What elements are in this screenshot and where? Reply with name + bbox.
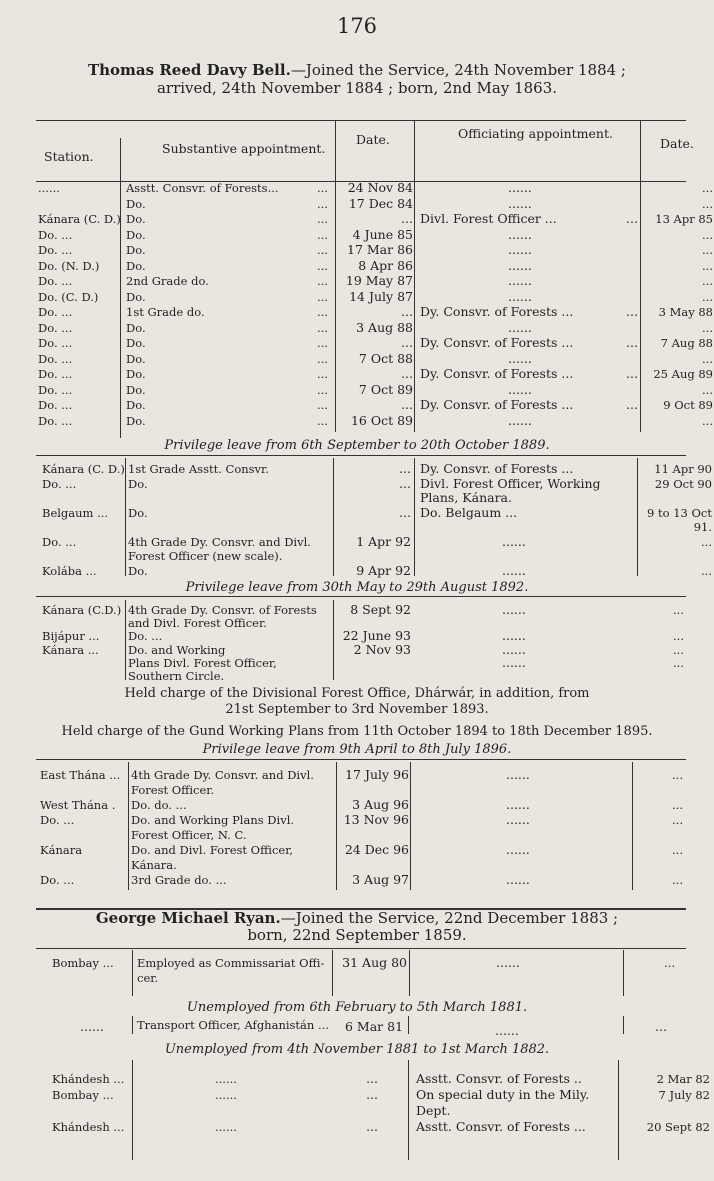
dots-cell: ... (317, 398, 328, 412)
column-rule-2 (335, 121, 336, 432)
dots-cell: ... (317, 320, 328, 335)
column-rule-24 (618, 1060, 619, 1160)
charge-note-1a: Held charge of the Divisional Forest Office, Dhárwár, in addition, from (124, 686, 590, 701)
date-cell: 14 July 87 (349, 288, 413, 304)
substantive-cell: Do. (128, 563, 148, 578)
dots-cell: ... (626, 211, 638, 226)
date-cell: ... (366, 1071, 378, 1086)
station-cell: Bijápur ... (42, 629, 100, 644)
officer1-arrival: arrived, 24th November 1884 ; born, 2nd May 1863. (156, 79, 558, 97)
date2-cell: ... (673, 603, 684, 617)
station-cell: Bombay ... (52, 956, 114, 970)
dots-cell: ... (317, 212, 328, 226)
officiating-cell: ...... (508, 381, 532, 397)
officiating-cell: ...... (506, 812, 530, 827)
table-top-rule (36, 120, 686, 121)
dots-cell: ... (317, 382, 328, 397)
officer2-name: George Michael Ryan. (95, 909, 281, 927)
officiating-cell: Dy. Consvr. of Forests ... (420, 461, 574, 476)
date2-cell: ... (701, 534, 712, 549)
date2-cell: 2 Mar 82 (656, 1072, 710, 1086)
date-cell: ... (401, 211, 413, 226)
substantive-cell: Forest Officer, N. C. (131, 828, 247, 842)
substantive-cell: Do. (126, 227, 146, 242)
date2-cell: 9 to 13 Oct (647, 505, 712, 520)
substantive-cell: Employed as Commissariat Offi- (137, 956, 325, 970)
substantive-cell: Do. (126, 351, 146, 366)
station-cell: Kánara (C.D.) (42, 603, 122, 617)
officiating-cell: ...... (508, 257, 532, 273)
station-cell: Belgaum ... (42, 505, 109, 520)
date2-cell: ... (702, 227, 713, 242)
section-rule-3 (36, 759, 686, 760)
transport-appointment: Transport Officer, Afghanistán ... (137, 1018, 329, 1032)
dots-cell: ... (626, 366, 638, 381)
transport-date-2: ... (655, 1019, 667, 1034)
date-cell: ... (399, 504, 411, 520)
substantive-cell: cer. (137, 971, 159, 985)
substantive-cell: Plans Divl. Forest Officer, (128, 655, 277, 670)
date2-cell: ... (702, 274, 713, 288)
substantive-cell: Forest Officer (new scale). (128, 549, 283, 563)
date-cell: 8 Sept 92 (350, 602, 411, 617)
substantive-cell: Do. and Working (128, 642, 226, 657)
officiating-cell: ...... (508, 273, 532, 288)
dots-cell: ... (626, 335, 638, 350)
date2-cell: 7 Aug 88 (660, 336, 713, 350)
leave-note-1: Privilege leave from 6th September to 20th October 1889. (164, 438, 550, 453)
substantive-cell: ...... (215, 1088, 237, 1102)
substantive-cell: Do. (126, 196, 146, 211)
section-rule-1 (36, 455, 686, 456)
dots-cell: ... (317, 243, 328, 257)
date2-cell: ... (672, 843, 683, 857)
leave-note-4: Unemployed from 6th February to 5th March 1881. (186, 1000, 528, 1015)
substantive-cell: Do. (126, 320, 146, 335)
substantive-cell: Do. and Working Plans Divl. (131, 813, 295, 827)
section-rule-2 (36, 596, 686, 597)
date-cell: 22 June 93 (342, 628, 411, 644)
station-cell: Do. ... (38, 305, 73, 319)
column-rule-11 (128, 762, 129, 890)
officiating-cell: Dy. Consvr. of Forests ... (420, 304, 574, 319)
substantive-cell: Do. (126, 243, 146, 257)
officer2-service: —Joined the Service, 22nd December 1883 ; (280, 909, 619, 927)
column-rule-6 (333, 458, 334, 576)
officer1-service: —Joined the Service, 24th November 1884 ; (290, 61, 626, 79)
officiating-cell: ...... (508, 226, 532, 242)
substantive-cell: and Divl. Forest Officer. (128, 616, 267, 631)
substantive-cell: Do. (126, 413, 146, 428)
date-cell: 4 June 85 (352, 226, 413, 242)
column-rule-20 (408, 1016, 409, 1034)
date2-cell: ... (702, 382, 713, 397)
officiating-cell: Plans, Kánara. (420, 490, 512, 505)
station-cell: Do. ... (38, 243, 73, 257)
substantive-cell: Asstt. Consvr. of Forests... (126, 181, 279, 195)
date2-cell: ... (702, 181, 713, 195)
header-date: Date. (356, 132, 390, 147)
date-cell: 3 Aug 96 (352, 797, 409, 812)
station-cell: Do. (N. D.) (38, 258, 100, 273)
column-rule-1 (120, 138, 121, 438)
date2-cell: 29 Oct 90 (654, 476, 712, 491)
officiating-cell: ...... (506, 767, 530, 782)
date-cell: 3 Aug 97 (352, 872, 409, 887)
dots-cell: ... (626, 397, 638, 412)
column-rule-17 (409, 950, 410, 996)
date-cell: 24 Dec 96 (344, 842, 409, 857)
date-cell: 1 Apr 92 (356, 533, 411, 549)
date-cell: ... (401, 397, 413, 412)
date2-cell: 7 July 82 (658, 1088, 710, 1102)
officiating-cell: On special duty in the Mily. (416, 1087, 590, 1102)
station-cell: Kánara (C. D.) (42, 462, 125, 476)
date2-cell: ... (702, 320, 713, 335)
leave-note-2: Privilege leave from 30th May to 29th August 1892. (185, 580, 529, 595)
station-cell: Khándesh ... (52, 1072, 125, 1086)
officiating-cell: ...... (506, 842, 530, 857)
substantive-cell: Do. (126, 212, 146, 226)
station-cell: Kolába ... (42, 563, 97, 578)
date-cell: ... (401, 304, 413, 319)
officiating-cell: ...... (502, 602, 526, 617)
date-cell: 3 Aug 88 (356, 319, 413, 335)
date2-cell: ... (702, 243, 713, 257)
substantive-cell: Forest Officer. (131, 783, 215, 797)
date-cell: 17 Mar 86 (347, 242, 413, 257)
station-cell: Do. ... (38, 274, 73, 288)
date2-cell: ... (702, 351, 713, 366)
officiating-cell: ...... (496, 955, 520, 970)
column-rule-16 (332, 950, 333, 996)
transport-date: 6 Mar 81 (345, 1019, 404, 1034)
date2-cell: ... (702, 196, 713, 211)
date2-cell: 91. (693, 520, 712, 534)
column-rule-15 (132, 950, 133, 996)
date-cell: 9 Apr 92 (356, 562, 411, 578)
substantive-cell: ...... (215, 1072, 237, 1086)
leave-note-3: Privilege leave from 9th April to 8th July 1896. (202, 742, 512, 757)
station-cell: Do. ... (42, 534, 77, 549)
column-rule-8 (637, 458, 638, 576)
header-officiating: Officiating appointment. (458, 126, 613, 141)
dots-cell: ... (317, 351, 328, 366)
date-cell: 17 Dec 84 (348, 195, 413, 211)
section-rule-4 (36, 948, 686, 949)
date-cell: 19 May 87 (345, 273, 413, 288)
substantive-cell: Do. (126, 367, 146, 381)
substantive-cell: Do. and Divl. Forest Officer, (131, 843, 294, 857)
date2-cell: 25 Aug 89 (653, 367, 713, 381)
station-cell: Do. ... (38, 398, 73, 412)
date2-cell: ... (673, 655, 684, 670)
station-cell: West Thána . (40, 798, 116, 812)
station-cell: Do. ... (40, 813, 75, 827)
date-cell: 24 Nov 84 (347, 180, 413, 195)
date2-cell: ... (672, 768, 683, 782)
officiating-cell: ...... (508, 412, 532, 428)
date2-cell: ... (673, 642, 684, 657)
station-cell: East Thána ... (40, 768, 121, 782)
officiating-cell: Divl. Forest Officer ... (420, 211, 557, 226)
date2-cell: ... (672, 873, 683, 887)
station-cell: Do. ... (38, 320, 73, 335)
date-cell: ... (366, 1119, 378, 1134)
dots-cell: ... (317, 336, 328, 350)
column-rule-18 (623, 950, 624, 996)
dots-cell: ... (317, 413, 328, 428)
dots-cell: ... (317, 227, 328, 242)
date-cell: ... (366, 1087, 378, 1102)
date2-cell: ... (702, 258, 713, 273)
station-cell: Do. ... (38, 382, 73, 397)
officiating-cell: Dept. (416, 1103, 451, 1118)
substantive-cell: Kánara. (131, 858, 177, 872)
date2-cell: ... (672, 813, 683, 827)
column-rule-12 (336, 762, 337, 890)
dots-cell: ... (317, 196, 328, 211)
substantive-cell: 4th Grade Dy. Consvr. and Divl. (131, 768, 314, 782)
column-rule-9 (125, 600, 126, 680)
dots-cell: ... (317, 258, 328, 273)
officer1-name: Thomas Reed Davy Bell. (87, 61, 291, 79)
date2-cell: ... (672, 798, 683, 812)
dots-cell: ... (317, 289, 328, 304)
date-cell: 17 July 96 (345, 767, 409, 782)
header-date-2: Date. (660, 136, 694, 151)
officiating-cell: ...... (502, 533, 526, 549)
column-rule-4 (640, 121, 641, 432)
substantive-cell: Do. do. ... (131, 798, 187, 812)
substantive-cell: Do. (126, 336, 146, 350)
substantive-cell: 2nd Grade do. (126, 274, 209, 288)
date2-cell: ... (664, 956, 675, 970)
officiating-cell: Dy. Consvr. of Forests ... (420, 335, 574, 350)
date2-cell: 3 May 88 (658, 305, 713, 319)
substantive-cell: Do. (128, 505, 148, 520)
date2-cell: ... (673, 629, 684, 644)
date-cell: 16 Oct 89 (350, 412, 413, 428)
officiating-cell: Asstt. Consvr. of Forests .. (416, 1071, 582, 1086)
header-station: Station. (44, 149, 94, 164)
substantive-cell: Do. ... (128, 629, 163, 644)
transport-station: ...... (80, 1019, 104, 1034)
officiating-cell: ...... (508, 288, 532, 304)
officiating-cell: Dy. Consvr. of Forests ... (420, 366, 574, 381)
column-rule-7 (414, 458, 415, 576)
officiating-cell: Dy. Consvr. of Forests ... (420, 397, 574, 412)
column-rule-5 (125, 458, 126, 576)
station-cell: Kánara ... (42, 642, 99, 657)
officiating-cell: ...... (502, 628, 526, 644)
dots-cell: ... (317, 181, 328, 195)
date-cell: 7 Oct 89 (358, 381, 413, 397)
date2-cell: 20 Sept 82 (646, 1120, 710, 1134)
charge-note-2: Held charge of the Gund Working Plans from 11th October 1894 to 18th December 1895. (61, 724, 653, 739)
substantive-cell: 1st Grade Asstt. Consvr. (128, 462, 269, 476)
page-number: 176 (336, 14, 378, 38)
date2-cell: ... (702, 413, 713, 428)
column-rule-14 (632, 762, 633, 890)
date2-cell: 9 Oct 89 (663, 398, 713, 412)
station-cell: Do. ... (38, 413, 73, 428)
date-cell: ... (399, 461, 411, 476)
column-rule-22 (132, 1060, 133, 1160)
station-cell: Khándesh ... (52, 1120, 125, 1134)
substantive-cell: Do. (126, 398, 146, 412)
officiating-cell: ...... (508, 242, 532, 257)
substantive-cell: ...... (215, 1120, 237, 1134)
substantive-cell: 3rd Grade do. ... (131, 873, 227, 887)
date-cell: 2 Nov 93 (353, 641, 411, 657)
substantive-cell: Do. (128, 476, 148, 491)
substantive-cell: 4th Grade Dy. Consvr. and Divl. (128, 534, 311, 549)
substantive-cell: Do. (126, 289, 146, 304)
station-cell: Kánara (C. D.) (38, 212, 121, 226)
date2-cell: 11 Apr 90 (654, 462, 712, 476)
column-rule-13 (410, 762, 411, 890)
column-rule-10 (333, 600, 334, 680)
station-cell: Do. ... (38, 336, 73, 350)
officiating-cell: ...... (508, 319, 532, 335)
officiating-cell: ...... (508, 195, 532, 211)
transport-officiating: ...... (495, 1023, 519, 1038)
column-rule-19 (132, 1016, 133, 1034)
substantive-cell: 4th Grade Dy. Consvr. of Forests (128, 603, 317, 617)
dots-cell: ... (626, 304, 638, 319)
substantive-cell: 1st Grade do. (126, 305, 205, 319)
officiating-cell: ...... (508, 180, 532, 195)
officer2-heading (0, 910, 714, 926)
officer2-birth: born, 22nd September 1859. (247, 926, 467, 944)
leave-note-5: Unemployed from 4th November 1881 to 1st March 1882. (164, 1042, 550, 1057)
station-cell: Do. ... (42, 476, 77, 491)
station-cell: Do. ... (38, 227, 73, 242)
charge-note-1b: 21st September to 3rd November 1893. (225, 702, 489, 717)
date-cell: ... (401, 335, 413, 350)
officer1-heading (0, 62, 714, 78)
column-rule-21 (623, 1016, 624, 1034)
station-cell: Bombay ... (52, 1088, 114, 1102)
date-cell: ... (399, 475, 411, 491)
officiating-cell: ...... (508, 350, 532, 366)
officiating-cell: ...... (506, 797, 530, 812)
date2-cell: ... (702, 289, 713, 304)
column-rule-3 (414, 121, 415, 432)
substantive-cell: Southern Circle. (128, 669, 225, 683)
date-cell: 8 Apr 86 (358, 257, 413, 273)
station-cell: Do. ... (38, 351, 73, 366)
substantive-cell: Do. (126, 258, 146, 273)
officiating-cell: ...... (502, 562, 526, 578)
officiating-cell: ...... (502, 641, 526, 657)
station-cell: ...... (38, 181, 60, 195)
date-cell: 13 Nov 96 (343, 812, 409, 827)
column-rule-23 (408, 1060, 409, 1160)
station-cell: Do. ... (40, 873, 75, 887)
dots-cell: ... (317, 305, 328, 319)
date2-cell: ... (701, 563, 712, 578)
substantive-cell: Do. (126, 382, 146, 397)
dots-cell: ... (317, 367, 328, 381)
date-cell: 31 Aug 80 (342, 955, 407, 970)
date-cell: ... (401, 366, 413, 381)
date2-cell: 13 Apr 85 (655, 212, 713, 226)
station-cell: Kánara (40, 843, 83, 857)
officiating-cell: Do. Belgaum ... (420, 504, 518, 520)
station-cell: Do. (C. D.) (38, 289, 99, 304)
officiating-cell: ...... (502, 654, 526, 670)
date-cell: 7 Oct 88 (358, 350, 413, 366)
officiating-cell: Divl. Forest Officer, Working (420, 475, 601, 491)
station-cell: Do. ... (38, 367, 73, 381)
officiating-cell: ...... (506, 872, 530, 887)
officiating-cell: Asstt. Consvr. of Forests ... (416, 1119, 586, 1134)
header-substantive: Substantive appointment. (162, 141, 326, 156)
dots-cell: ... (317, 274, 328, 288)
